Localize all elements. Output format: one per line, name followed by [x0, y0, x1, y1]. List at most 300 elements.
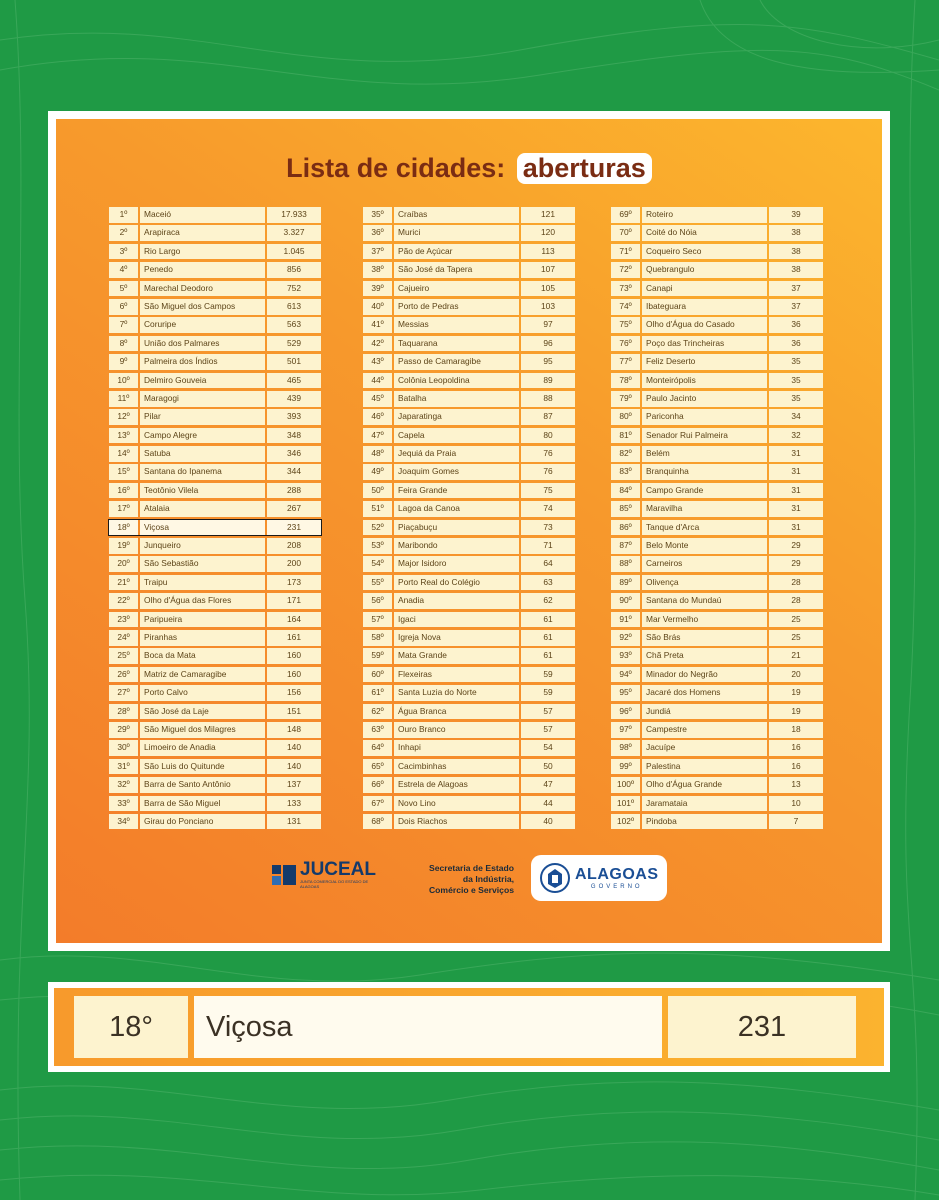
city-cell: Poço das Trincheiras [642, 336, 767, 352]
table-row [109, 759, 321, 775]
alagoas-crest-icon [539, 862, 571, 894]
zoom-count: 231 [668, 996, 856, 1058]
rank-cell: 50º [363, 483, 392, 499]
table-row [109, 244, 321, 260]
city-cell: Boca da Mata [140, 648, 265, 664]
table-row [611, 409, 823, 425]
table-row [109, 556, 321, 572]
city-cell: Igaci [394, 612, 519, 628]
count-cell: 64 [521, 556, 575, 572]
rank-cell: 100º [611, 777, 640, 793]
rank-cell: 4º [109, 262, 138, 278]
count-cell: 61 [521, 630, 575, 646]
count-cell: 103 [521, 299, 575, 315]
city-cell: Olivença [642, 575, 767, 591]
rank-cell: 54º [363, 556, 392, 572]
count-cell: 148 [267, 722, 321, 738]
ranking-card [48, 111, 890, 951]
count-cell: 752 [267, 281, 321, 297]
city-cell: Feira Grande [394, 483, 519, 499]
table-row [611, 501, 823, 517]
table-row [109, 704, 321, 720]
count-cell: 50 [521, 759, 575, 775]
table-row [611, 336, 823, 352]
highlight-zoom-panel [48, 982, 890, 1072]
count-cell: 131 [267, 814, 321, 830]
rank-cell: 72º [611, 262, 640, 278]
rank-cell: 24º [109, 630, 138, 646]
city-cell: São José da Tapera [394, 262, 519, 278]
rank-cell: 97º [611, 722, 640, 738]
rank-cell: 39º [363, 281, 392, 297]
table-row [109, 446, 321, 462]
count-cell: 61 [521, 648, 575, 664]
rank-cell: 14º [109, 446, 138, 462]
rank-cell: 8º [109, 336, 138, 352]
rank-cell: 67º [363, 796, 392, 812]
table-row [611, 593, 823, 609]
table-row [109, 648, 321, 664]
table-row [363, 685, 575, 701]
count-cell: 208 [267, 538, 321, 554]
city-cell: Passo de Camaragibe [394, 354, 519, 370]
count-cell: 87 [521, 409, 575, 425]
city-cell: Chã Preta [642, 648, 767, 664]
rank-cell: 25º [109, 648, 138, 664]
rank-cell: 26º [109, 667, 138, 683]
rank-cell: 86º [611, 520, 640, 536]
page-title [56, 153, 882, 184]
city-cell: Porto Calvo [140, 685, 265, 701]
table-row [109, 501, 321, 517]
table-row [109, 667, 321, 683]
rank-cell: 34º [109, 814, 138, 830]
table-row [363, 281, 575, 297]
table-row [611, 612, 823, 628]
city-cell: Novo Lino [394, 796, 519, 812]
city-cell: Branquinha [642, 464, 767, 480]
table-row [363, 556, 575, 572]
city-cell: Palestina [642, 759, 767, 775]
city-cell: Messias [394, 317, 519, 333]
rank-cell: 58º [363, 630, 392, 646]
city-cell: Coruripe [140, 317, 265, 333]
rank-cell: 59º [363, 648, 392, 664]
city-cell: Flexeiras [394, 667, 519, 683]
table-row [363, 667, 575, 683]
rank-cell: 101º [611, 796, 640, 812]
city-cell: Barra de São Miguel [140, 796, 265, 812]
table-row [611, 704, 823, 720]
count-cell: 88 [521, 391, 575, 407]
city-cell: Teotônio Vilela [140, 483, 265, 499]
rank-cell: 88º [611, 556, 640, 572]
table-row [363, 373, 575, 389]
table-row [109, 281, 321, 297]
city-cell: Anadia [394, 593, 519, 609]
city-cell: Girau do Ponciano [140, 814, 265, 830]
table-row [109, 428, 321, 444]
table-row [363, 464, 575, 480]
table-row [109, 483, 321, 499]
table-row [363, 538, 575, 554]
rank-cell: 95º [611, 685, 640, 701]
rank-cell: 1º [109, 207, 138, 223]
rank-cell: 70º [611, 225, 640, 241]
rank-cell: 55º [363, 575, 392, 591]
count-cell: 74 [521, 501, 575, 517]
rank-cell: 65º [363, 759, 392, 775]
rank-cell: 27º [109, 685, 138, 701]
highlight-zoom-row [54, 988, 884, 1066]
city-cell: São José da Laje [140, 704, 265, 720]
count-cell: 31 [769, 464, 823, 480]
count-cell: 140 [267, 740, 321, 756]
rank-cell: 33º [109, 796, 138, 812]
ranking-column-3 [611, 207, 823, 832]
count-cell: 160 [267, 648, 321, 664]
table-row [363, 722, 575, 738]
city-cell: Batalha [394, 391, 519, 407]
table-row [109, 373, 321, 389]
city-cell: Pão de Açúcar [394, 244, 519, 260]
count-cell: 59 [521, 685, 575, 701]
juceal-name: JUCEAL [300, 859, 377, 880]
rank-cell: 47º [363, 428, 392, 444]
rank-cell: 66º [363, 777, 392, 793]
table-row [611, 207, 823, 223]
city-cell: Campo Alegre [140, 428, 265, 444]
city-cell: Belém [642, 446, 767, 462]
rank-cell: 2º [109, 225, 138, 241]
rank-cell: 81º [611, 428, 640, 444]
rank-cell: 52º [363, 520, 392, 536]
table-row [611, 722, 823, 738]
rank-cell: 44º [363, 373, 392, 389]
count-cell: 36 [769, 336, 823, 352]
table-row [611, 814, 823, 830]
count-cell: 31 [769, 446, 823, 462]
city-cell: São Sebastião [140, 556, 265, 572]
count-cell: 17.933 [267, 207, 321, 223]
count-cell: 393 [267, 409, 321, 425]
rank-cell: 85º [611, 501, 640, 517]
city-cell: Ibateguara [642, 299, 767, 315]
table-row [363, 704, 575, 720]
count-cell: 95 [521, 354, 575, 370]
count-cell: 38 [769, 225, 823, 241]
city-cell: Belo Monte [642, 538, 767, 554]
city-cell: Piranhas [140, 630, 265, 646]
juceal-subtitle: JUNTA COMERCIAL DO ESTADO DE ALAGOAS [300, 879, 369, 889]
table-row [611, 428, 823, 444]
rank-cell: 35º [363, 207, 392, 223]
city-cell: Campestre [642, 722, 767, 738]
city-cell: Piaçabuçu [394, 520, 519, 536]
city-cell: Pariconha [642, 409, 767, 425]
city-cell: Ouro Branco [394, 722, 519, 738]
city-cell: Japaratinga [394, 409, 519, 425]
city-cell: Lagoa da Canoa [394, 501, 519, 517]
rank-cell: 10º [109, 373, 138, 389]
rank-cell: 9º [109, 354, 138, 370]
rank-cell: 80º [611, 409, 640, 425]
count-cell: 59 [521, 667, 575, 683]
count-cell: 29 [769, 538, 823, 554]
city-cell: Jundiá [642, 704, 767, 720]
rank-cell: 75º [611, 317, 640, 333]
city-cell: Taquarana [394, 336, 519, 352]
city-cell: Craíbas [394, 207, 519, 223]
table-row [611, 575, 823, 591]
city-cell: Jacaré dos Homens [642, 685, 767, 701]
city-cell: Cacimbinhas [394, 759, 519, 775]
count-cell: 288 [267, 483, 321, 499]
count-cell: 80 [521, 428, 575, 444]
ranking-column-2 [363, 207, 575, 832]
count-cell: 140 [267, 759, 321, 775]
count-cell: 36 [769, 317, 823, 333]
rank-cell: 64º [363, 740, 392, 756]
table-row [109, 391, 321, 407]
city-cell: Igreja Nova [394, 630, 519, 646]
count-cell: 16 [769, 759, 823, 775]
city-cell: Traipu [140, 575, 265, 591]
rank-cell: 17º [109, 501, 138, 517]
count-cell: 107 [521, 262, 575, 278]
city-cell: Rio Largo [140, 244, 265, 260]
table-row [611, 391, 823, 407]
rank-cell: 83º [611, 464, 640, 480]
city-cell: Arapiraca [140, 225, 265, 241]
city-cell: Quebrangulo [642, 262, 767, 278]
city-cell: Monteirópolis [642, 373, 767, 389]
zoom-rank: 18° [74, 996, 188, 1058]
city-cell: Jacuípe [642, 740, 767, 756]
table-row [109, 740, 321, 756]
city-cell: Porto de Pedras [394, 299, 519, 315]
city-cell: Santana do Ipanema [140, 464, 265, 480]
count-cell: 16 [769, 740, 823, 756]
rank-cell: 84º [611, 483, 640, 499]
count-cell: 76 [521, 446, 575, 462]
table-row [109, 225, 321, 241]
table-row [611, 299, 823, 315]
table-row [363, 520, 575, 536]
city-cell: Olho d'Água das Flores [140, 593, 265, 609]
count-cell: 19 [769, 704, 823, 720]
table-row [363, 299, 575, 315]
city-cell: Marechal Deodoro [140, 281, 265, 297]
city-cell: Canapi [642, 281, 767, 297]
rank-cell: 19º [109, 538, 138, 554]
table-row [363, 446, 575, 462]
city-cell: Pilar [140, 409, 265, 425]
table-row [611, 777, 823, 793]
rank-cell: 78º [611, 373, 640, 389]
rank-cell: 43º [363, 354, 392, 370]
table-row [363, 317, 575, 333]
rank-cell: 11º [109, 391, 138, 407]
rank-cell: 68º [363, 814, 392, 830]
table-row [363, 336, 575, 352]
count-cell: 28 [769, 593, 823, 609]
table-row [363, 612, 575, 628]
rank-cell: 96º [611, 704, 640, 720]
table-row [363, 740, 575, 756]
table-row [109, 593, 321, 609]
rank-cell: 23º [109, 612, 138, 628]
city-cell: Tanque d'Arca [642, 520, 767, 536]
table-row [363, 428, 575, 444]
table-row [109, 722, 321, 738]
rank-cell: 77º [611, 354, 640, 370]
count-cell: 171 [267, 593, 321, 609]
city-cell: Barra de Santo Antônio [140, 777, 265, 793]
rank-cell: 20º [109, 556, 138, 572]
rank-cell: 79º [611, 391, 640, 407]
city-cell: Senador Rui Palmeira [642, 428, 767, 444]
city-cell: Jequiá da Praia [394, 446, 519, 462]
rank-cell: 46º [363, 409, 392, 425]
count-cell: 151 [267, 704, 321, 720]
count-cell: 35 [769, 373, 823, 389]
rank-cell: 71º [611, 244, 640, 260]
city-cell: Coité do Nóia [642, 225, 767, 241]
count-cell: 71 [521, 538, 575, 554]
rank-cell: 92º [611, 630, 640, 646]
count-cell: 25 [769, 630, 823, 646]
table-row [363, 409, 575, 425]
city-cell: Murici [394, 225, 519, 241]
count-cell: 613 [267, 299, 321, 315]
rank-cell: 49º [363, 464, 392, 480]
count-cell: 76 [521, 464, 575, 480]
rank-cell: 73º [611, 281, 640, 297]
table-row [611, 796, 823, 812]
count-cell: 13 [769, 777, 823, 793]
count-cell: 39 [769, 207, 823, 223]
count-cell: 3.327 [267, 225, 321, 241]
rank-cell: 36º [363, 225, 392, 241]
ranking-card-body [56, 119, 882, 943]
count-cell: 439 [267, 391, 321, 407]
count-cell: 62 [521, 593, 575, 609]
rank-cell: 29º [109, 722, 138, 738]
title-highlight: aberturas [517, 153, 652, 184]
count-cell: 75 [521, 483, 575, 499]
rank-cell: 38º [363, 262, 392, 278]
rank-cell: 42º [363, 336, 392, 352]
table-row [611, 281, 823, 297]
rank-cell: 51º [363, 501, 392, 517]
city-cell: Campo Grande [642, 483, 767, 499]
table-row [363, 354, 575, 370]
rank-cell: 5º [109, 281, 138, 297]
count-cell: 47 [521, 777, 575, 793]
table-row [611, 630, 823, 646]
secretaria-line: da Indústria, [462, 874, 514, 884]
table-row [363, 207, 575, 223]
table-row [611, 262, 823, 278]
count-cell: 31 [769, 520, 823, 536]
secretaria-line: Secretaria de Estado [428, 863, 514, 873]
city-cell: Junqueiro [140, 538, 265, 554]
table-row [109, 207, 321, 223]
count-cell: 19 [769, 685, 823, 701]
count-cell: 267 [267, 501, 321, 517]
table-row [109, 538, 321, 554]
juceal-mark-icon [272, 863, 296, 887]
table-row [611, 446, 823, 462]
count-cell: 21 [769, 648, 823, 664]
count-cell: 38 [769, 244, 823, 260]
table-row [611, 667, 823, 683]
table-row [109, 630, 321, 646]
count-cell: 113 [521, 244, 575, 260]
city-cell: Major Isidoro [394, 556, 519, 572]
rank-cell: 57º [363, 612, 392, 628]
table-row [363, 262, 575, 278]
count-cell: 38 [769, 262, 823, 278]
city-cell: Colônia Leopoldina [394, 373, 519, 389]
count-cell: 161 [267, 630, 321, 646]
count-cell: 344 [267, 464, 321, 480]
city-cell: Paripueira [140, 612, 265, 628]
count-cell: 465 [267, 373, 321, 389]
count-cell: 501 [267, 354, 321, 370]
rank-cell: 16º [109, 483, 138, 499]
count-cell: 346 [267, 446, 321, 462]
table-row [363, 814, 575, 830]
city-cell: Santana do Mundaú [642, 593, 767, 609]
city-cell: Paulo Jacinto [642, 391, 767, 407]
table-row [611, 483, 823, 499]
rank-cell: 99º [611, 759, 640, 775]
table-row [611, 556, 823, 572]
count-cell: 121 [521, 207, 575, 223]
count-cell: 173 [267, 575, 321, 591]
table-row [363, 759, 575, 775]
table-row [109, 685, 321, 701]
rank-cell: 53º [363, 538, 392, 554]
city-cell: Santa Luzia do Norte [394, 685, 519, 701]
rank-cell: 15º [109, 464, 138, 480]
city-cell: Água Branca [394, 704, 519, 720]
table-row [363, 796, 575, 812]
city-cell: São Miguel dos Campos [140, 299, 265, 315]
footer-logos [56, 855, 882, 905]
table-row [109, 409, 321, 425]
count-cell: 61 [521, 612, 575, 628]
count-cell: 35 [769, 354, 823, 370]
rank-cell: 74º [611, 299, 640, 315]
alagoas-name: ALAGOAS [575, 865, 659, 883]
count-cell: 57 [521, 722, 575, 738]
rank-cell: 3º [109, 244, 138, 260]
city-cell: Olho d'Água Grande [642, 777, 767, 793]
count-cell: 96 [521, 336, 575, 352]
city-cell: Minador do Negrão [642, 667, 767, 683]
rank-cell: 61º [363, 685, 392, 701]
count-cell: 40 [521, 814, 575, 830]
table-row [363, 391, 575, 407]
table-row [611, 225, 823, 241]
table-row [109, 464, 321, 480]
rank-cell: 7º [109, 317, 138, 333]
secretaria-text [404, 863, 514, 896]
table-row [363, 225, 575, 241]
